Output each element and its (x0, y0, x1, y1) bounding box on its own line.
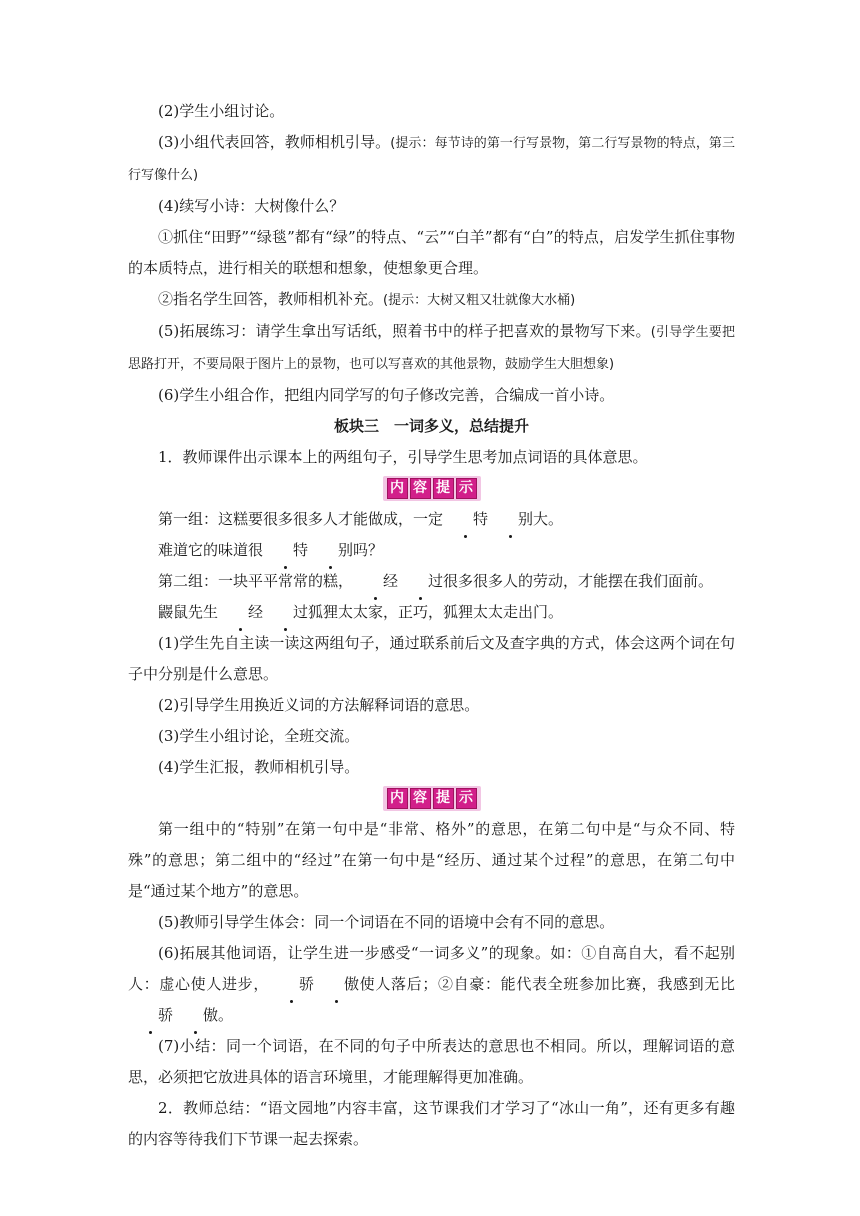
step-3 (128, 127, 735, 191)
document-page (128, 96, 735, 1155)
question-7: (7)小结：同一个词语，在不同的句子中所表达的意思也不相同。所以，理解词语的意思，必须把它放进具体的语言环境里，才能理解得更加准确。 (128, 1037, 735, 1086)
step-3-hint: (提示：每节诗的第一行写景物，第二行写景物的特点，第三行写像什么) (128, 136, 736, 183)
step-6: (6)学生小组合作，把组内同学写的句子修改完善，合编成一首小诗。 (158, 386, 615, 404)
step-4: (4)续写小诗：大树像什么？ (158, 197, 345, 215)
text: (6)拓展其他词语，让学生进一步感受“一词多义”的现象。如：①自高自大，看不起别人：虚心使人进步， (128, 944, 735, 993)
group-1-sentence-b (128, 535, 735, 566)
dotted-char: 别 (488, 504, 533, 535)
dotted-char: 骄 (269, 969, 314, 1000)
banner-char: 内 (387, 478, 408, 499)
content-hint-banner (128, 783, 735, 814)
banner-char: 提 (433, 788, 454, 809)
text: 难道它的味道很 (158, 541, 264, 559)
answer-paragraph: 第一组中的“特别”在第一句中是“非常、格外”的意思，在第二句中是“与众不同、特殊”的意思；第二组中的“经过”在第一句中是“经历、通过某个过程”的意思，在第二句中是“通过某个地方”的意思。 (128, 820, 735, 900)
banner-box (383, 476, 481, 501)
banner-box (383, 786, 481, 811)
question-6 (128, 938, 735, 1031)
banner-char: 容 (410, 478, 431, 499)
step-5 (128, 316, 735, 380)
text: 第一组：这糕要很多很多人才能做成，一定 (158, 510, 444, 528)
text: 狐狸太太家，正巧，狐狸太太走出门。 (308, 603, 564, 621)
step-5-text: (5)拓展练习：请学生拿出写话纸，照着书中的样子把喜欢的景物写下来。 (158, 322, 651, 340)
dotted-char: 经 (218, 597, 263, 628)
question-4: (4)学生汇报，教师相机引导。 (158, 758, 360, 776)
question-5: (5)教师引导学生体会：同一个词语在不同的语境中会有不同的意思。 (158, 913, 615, 931)
content-hint-banner (128, 473, 735, 504)
text: 。 (218, 1006, 234, 1024)
section-title: 板块三 一词多义，总结提升 (333, 417, 529, 435)
text: 使人落后；②自豪：能代表全班参加比赛，我感到无比 (359, 975, 735, 993)
dotted-char: 经 (353, 566, 398, 597)
banner-char: 容 (410, 788, 431, 809)
dotted-char: 骄 (128, 1000, 173, 1031)
circle-2-hint: (提示：大树又粗又壮就像大水桶) (383, 293, 576, 308)
step-5-hint: (引导学生要把思路打开，不要局限于图片上的景物，也可以写喜欢的其他景物，鼓励学生大胆想象) (128, 325, 735, 372)
teacher-summary: 2．教师总结：“语文园地”内容丰富，这节课我们才学习了“冰山一角”，还有更多有趣的内容等待我们下节课一起去探索。 (128, 1099, 735, 1148)
dotted-char: 傲 (314, 969, 359, 1000)
step-2: (2)学生小组讨论。 (158, 102, 285, 120)
dotted-char: 特 (263, 535, 308, 566)
text: 鼹鼠先生 (158, 603, 219, 621)
banner-char: 内 (387, 788, 408, 809)
text: 第二组：一块平平常常的糕， (158, 572, 354, 590)
group-1-sentence-a (128, 504, 735, 535)
question-3: (3)学生小组讨论，全班交流。 (158, 727, 360, 745)
step-4-circle-2 (128, 284, 735, 316)
question-1: (1)学生先自主读一读这两组句子，通过联系前后文及查字典的方式，体会这两个词在句子中分别是什么意思。 (128, 634, 735, 683)
dotted-char: 傲 (173, 1000, 218, 1031)
circle-2-text: ②指名学生回答，教师相机补充。 (158, 290, 384, 308)
text: 很多很多人的劳动，才能摆在我们面前。 (443, 572, 714, 590)
dotted-char: 别 (308, 535, 353, 566)
group-2-sentence-a (128, 566, 735, 597)
banner-char: 示 (456, 478, 477, 499)
dotted-char: 过 (398, 566, 443, 597)
text: 吗？ (353, 541, 384, 559)
dotted-char: 过 (263, 597, 308, 628)
step-3-text: (3)小组代表回答，教师相机引导。 (158, 133, 391, 151)
dotted-char: 特 (443, 504, 488, 535)
step-4-circle-1: ①抓住“田野”“绿毯”都有“绿”的特点、“云”“白羊”都有“白”的特点，启发学生抓住事物的本质特点，进行相关的联想和想象，使想象更合理。 (128, 228, 735, 277)
banner-char: 示 (456, 788, 477, 809)
question-2: (2)引导学生用换近义词的方法解释词语的意思。 (158, 696, 480, 714)
text: 大。 (533, 510, 564, 528)
section-intro: 1．教师课件出示课本上的两组句子，引导学生思考加点词语的具体意思。 (158, 448, 648, 466)
banner-char: 提 (433, 478, 454, 499)
group-2-sentence-b (128, 597, 735, 628)
